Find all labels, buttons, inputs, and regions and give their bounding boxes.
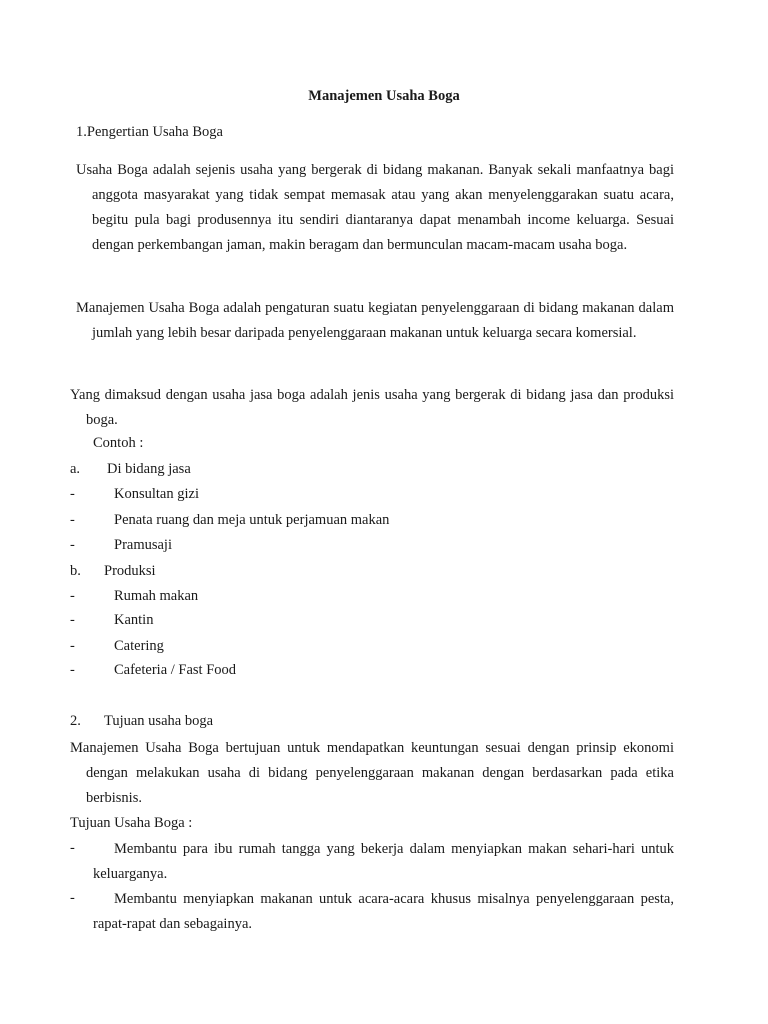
paragraph-tujuan: Manajemen Usaha Boga bertujuan untuk mendapatkan keuntungan sesuai dengan prinsip ekonomi dengan melakukan usaha di bidang penyelenggaraan makanan dengan berdasarkan pada etika berbisnis. (70, 740, 674, 806)
list-b-label: Produksi (104, 563, 156, 579)
document-title: Manajemen Usaha Boga (308, 88, 460, 104)
paragraph-manajemen: Manajemen Usaha Boga adalah pengaturan suatu kegiatan penyelenggaraan di bidang makanan dalam jumlah yang lebih besar daripada penyelenggaraan makanan untuk keluarga secara komersial. (76, 300, 674, 341)
paragraph-jasa-boga: Yang dimaksud dengan usaha jasa boga adalah jenis usaha yang bergerak di bidang jasa dan produksi boga. (70, 387, 674, 428)
list-dash: - (70, 512, 75, 528)
list-dash: - (70, 612, 75, 628)
list-dash: - (70, 588, 75, 604)
list-dash: - (70, 840, 75, 856)
tujuan-item: Membantu menyiapkan makanan untuk acara-acara khusus misalnya penyelenggaraan pesta, rapat-rapat dan sebagainya. (93, 891, 674, 932)
tujuan-item: Membantu para ibu rumah tangga yang bekerja dalam menyiapkan makan sehari-hari untuk keluarganya. (93, 841, 674, 882)
list-item: Rumah makan (114, 588, 199, 604)
list-item: Catering (114, 638, 164, 654)
list-item: Pramusaji (114, 537, 172, 553)
list-dash: - (70, 890, 75, 906)
paragraph-usaha-boga: Usaha Boga adalah sejenis usaha yang bergerak di bidang makanan. Banyak sekali manfaatnya bagi anggota masyarakat yang tidak sempat memasak atau yang akan menyelenggarakan suatu acara, begitu pula bagi produsennya itu sendiri diantaranya dapat menambah income keluarga. Sesuai dengan perkembangan jaman, makin beragam dan bermunculan macam-macam usaha boga. (76, 162, 674, 253)
list-item: Cafeteria / Fast Food (114, 662, 237, 678)
section-1-heading: 1.Pengertian Usaha Boga (76, 124, 223, 140)
list-dash: - (70, 537, 75, 553)
tujuan-label: Tujuan Usaha Boga : (70, 815, 193, 831)
list-dash: - (70, 662, 75, 678)
section-2-heading: Tujuan usaha boga (104, 713, 214, 729)
list-item: Penata ruang dan meja untuk perjamuan makan (114, 512, 390, 528)
list-item: Konsultan gizi (114, 486, 199, 502)
list-item: Kantin (114, 612, 154, 628)
contoh-label: Contoh : (93, 435, 144, 451)
list-b-marker: b. (70, 563, 81, 579)
list-dash: - (70, 486, 75, 502)
list-dash: - (70, 638, 75, 654)
list-a-marker: a. (70, 461, 81, 477)
section-2-number: 2. (70, 713, 81, 729)
list-a-label: Di bidang jasa (107, 461, 191, 477)
